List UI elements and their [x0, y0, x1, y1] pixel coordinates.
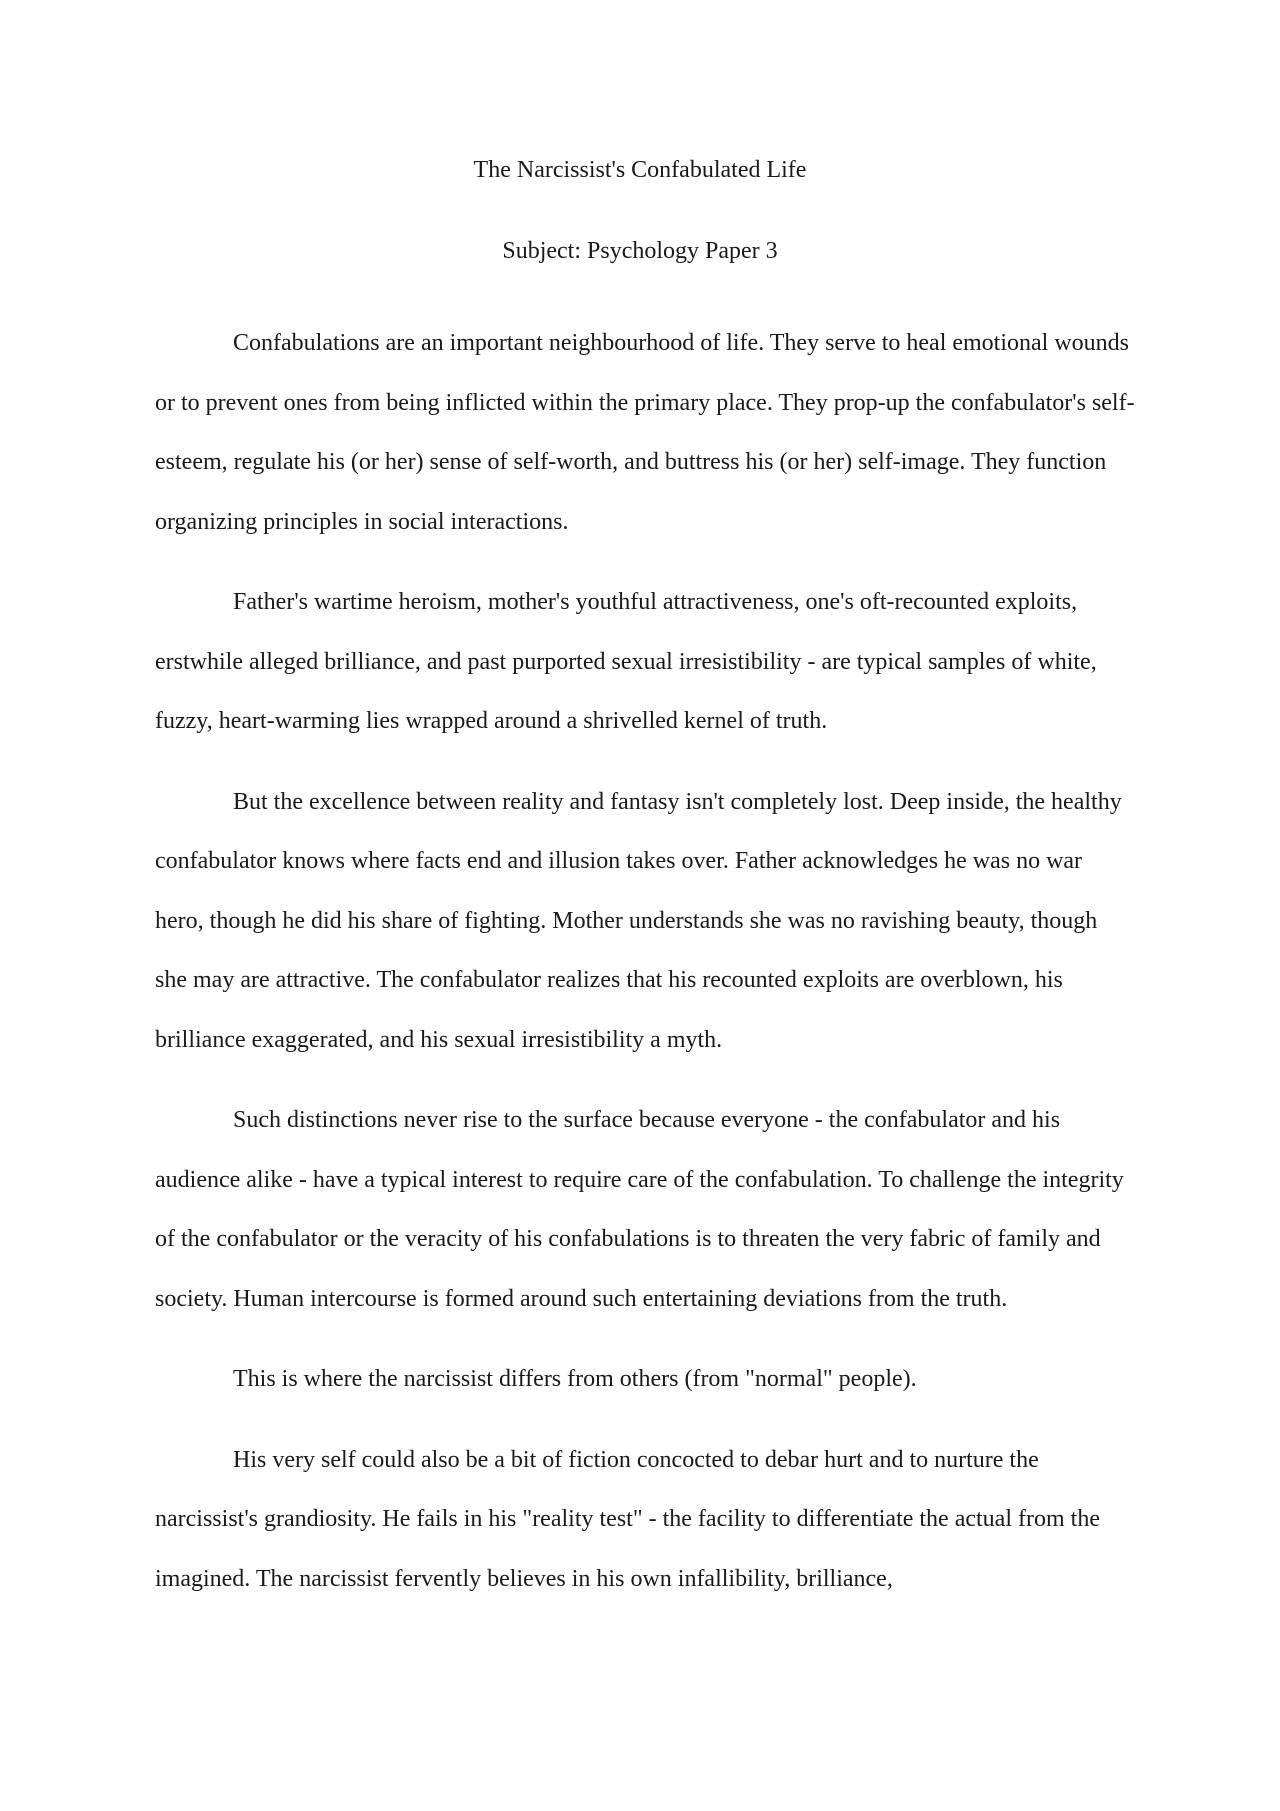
paragraph-3: But the excellence between reality and fantasy isn't completely lost. Deep inside, the healthy confabulator knows where facts end and illusion takes over. Father acknowledges he was no war hero, though he did his share of fighting. Mother understands she was no ravishing beauty, though she may are attractive. The confabulator realizes that his recounted exploits are overblown, his brilliance exaggerated, and his sexual irresistibility a myth.	[155, 788, 1122, 1053]
document-body	[155, 314, 1135, 1630]
paragraph-2: Father's wartime heroism, mother's youthful attractiveness, one's oft-recounted exploits, erstwhile alleged brilliance, and past purported sexual irresistibility - are typical samples of white, fuzzy, heart-warming lies wrapped around a shrivelled kernel of truth.	[155, 589, 1097, 734]
paragraph-5: This is where the narcissist differs from others (from "normal" people).	[233, 1366, 917, 1392]
paragraph-1: Confabulations are an important neighbourhood of life. They serve to heal emotional wounds or to prevent ones from being inflicted within the primary place. They prop-up the confabulator's self-esteem, regulate his (or her) sense of self-worth, and buttress his (or her) self-image. They function organizing principles in social interactions.	[155, 330, 1135, 535]
paragraph-4: Such distinctions never rise to the surface because everyone - the confabulator and his audience alike - have a typical interest to require care of the confabulation. To challenge the integrity of the confabulator or the veracity of his confabulations is to threaten the very fabric of family and society. Human intercourse is formed around such entertaining deviations from the truth.	[155, 1107, 1124, 1312]
document-title: The Narcissist's Confabulated Life	[473, 157, 807, 183]
paragraph-6: His very self could also be a bit of fiction concocted to debar hurt and to nurture the narcissist's grandiosity. He fails in his "reality test" - the facility to differentiate the actual from the imagined. The narcissist fervently believes in his own infallibility, brilliance,	[155, 1446, 1100, 1592]
document-subject: Subject: Psychology Paper 3	[502, 238, 778, 264]
